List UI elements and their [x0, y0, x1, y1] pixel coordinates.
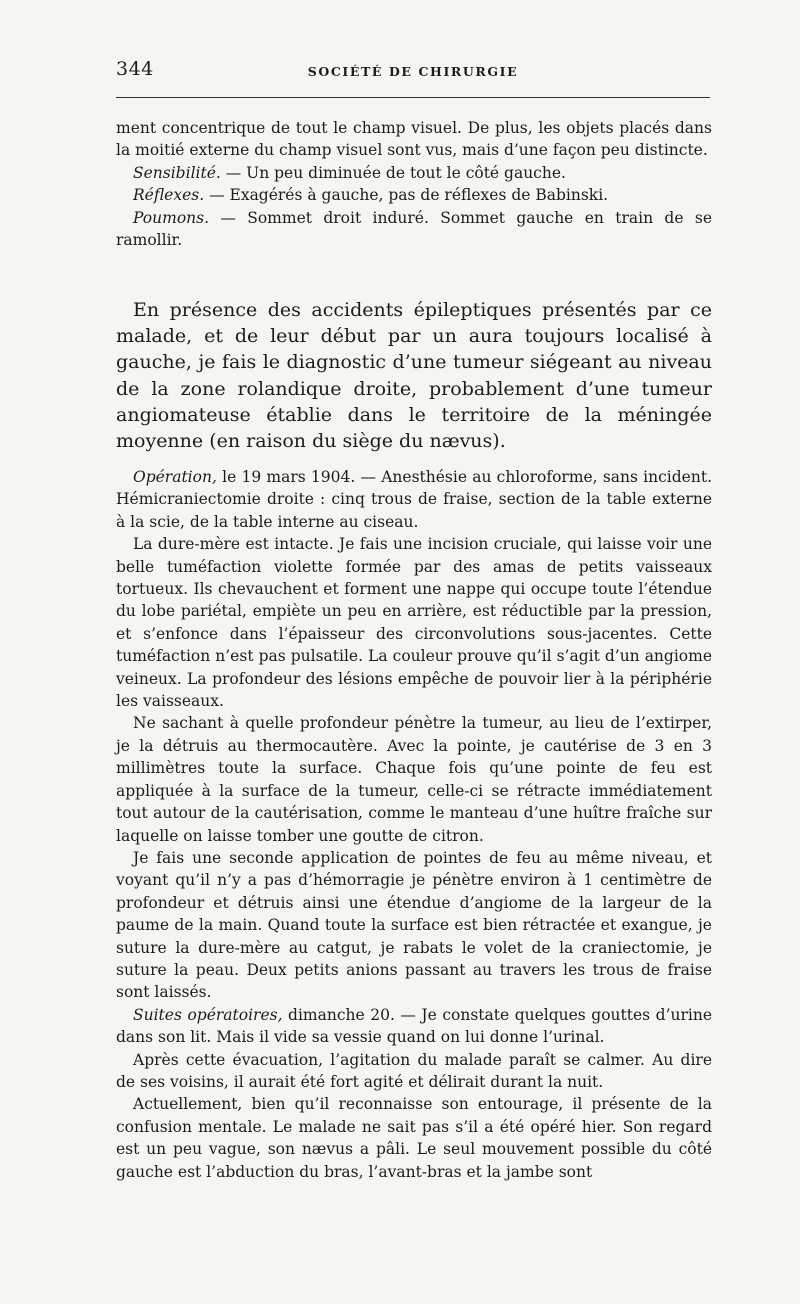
paragraph-thermocautere: Ne sachant à quelle profondeur pénètre la tumeur, au lieu de l’extirper, je la détruis au thermocautère. Avec la pointe, je cautérise de 3 en 3 millimètres toute la surface. Chaque fois qu’une pointe de feu est appliquée à la surface de la tumeur, celle-ci se rétracte immédiatement tout autour de la cautérisation, comme le manteau d’une huître fraîche sur laquelle on laisse tomber une goutte de citron.	[116, 714, 712, 845]
diagnosis-section	[116, 297, 712, 454]
paragraph-sensibilite	[116, 162, 712, 184]
label-suites: Suites opératoires,	[133, 1005, 283, 1024]
page-header	[116, 58, 710, 88]
paragraph-operation	[116, 466, 712, 533]
label-operation: Opération,	[133, 468, 217, 486]
paragraph-diagnosis: En présence des accidents épileptiques présentés par ce malade, et de leur début par un aura toujours localisé à gauche, je fais le diagnostic d’une tumeur siégeant au niveau de la zone rolandique droite, probablement d’une tumeur angiomateuse établie dans le territoire de la méningée moyenne (en raison du siège du nævus).	[116, 299, 712, 453]
label-poumons: Poumons.	[133, 208, 210, 227]
paragraph-reflexes	[116, 184, 712, 206]
text-operation: le 19 mars 1904. — Anesthésie au chloroforme, sans incident. Hémicraniectomie droite : cinq trous de fraise, section de la table externe à la scie, de la table interne au ciseau.	[116, 468, 712, 531]
paragraph-second-application: Je fais une seconde application de pointes de feu au même niveau, et voyant qu’il n’y a pas d’hémorragie je pénètre environ à 1 centimètre de profondeur et détruis ainsi une étendue d’angiome de la largeur de la paume de la main. Quand toute la surface est bien rétractée et exangue, je suture la dure-mère au catgut, je rabats le volet de la craniectomie, je suture la peau. Deux petits anions passant au travers les trous de fraise sont laissés.	[116, 848, 712, 1002]
paragraph-evacuation: Après cette évacuation, l’agitation du malade paraît se calmer. Au dire de ses voisins, il aurait été fort agité et délirait durant la nuit.	[116, 1050, 712, 1091]
operation-section	[116, 466, 712, 1183]
text-sensibilite: — Un peu diminuée de tout le côté gauche.	[220, 163, 566, 182]
page-number: 344	[116, 58, 154, 80]
paragraph-dure-mere: La dure-mère est intacte. Je fais une incision cruciale, qui laisse voir une belle tuméfaction violette formée par des amas de petits vaisseaux tortueux. Ils chevauchent et forment une nappe qui occupe toute l’étendue du lobe pariétal, empiète un peu en arrière, est réductible par la pression, et s’enfonce dans l’épaisseur des circonvolutions sous-jacentes. Cette tuméfaction n’est pas pulsatile. La couleur prouve qu’il s’agit d’un angiome veineux. La profondeur des lésions empêche de pouvoir lier à la périphérie les vaisseaux.	[116, 535, 712, 711]
paragraph-poumons	[116, 207, 712, 252]
text-suites: dimanche 20. — Je constate quelques gouttes d’urine dans son lit. Mais il vide sa vessie quand on lui donne l’urinal.	[116, 1005, 713, 1047]
paragraph-actuellement: Actuellement, bien qu’il reconnaisse son entourage, il présente de la confusion mentale. Le malade ne sait pas s’il a été opéré hier. Son regard est un peu vague, son nævus a pâli. Le seul mouvement possible du côté gauche est l’abduction du bras, l’avant-bras et la jambe sont	[116, 1095, 712, 1181]
text-poumons: — Sommet droit induré. Sommet gauche en train de se ramollir.	[116, 208, 712, 250]
running-title: SOCIÉTÉ DE CHIRURGIE	[307, 64, 519, 79]
label-sensibilite: Sensibilité.	[133, 163, 221, 182]
paragraph-visual-field: ment concentrique de tout le champ visuel. De plus, les objets placés dans la moitié externe du champ visuel sont vus, mais d’une façon peu distincte.	[116, 119, 712, 160]
header-rule	[116, 97, 710, 98]
exam-section	[116, 117, 712, 251]
paragraph-suites	[116, 1004, 712, 1049]
text-reflexes: — Exagérés à gauche, pas de réflexes de Babinski.	[204, 186, 609, 205]
label-reflexes: Réflexes.	[133, 186, 205, 205]
